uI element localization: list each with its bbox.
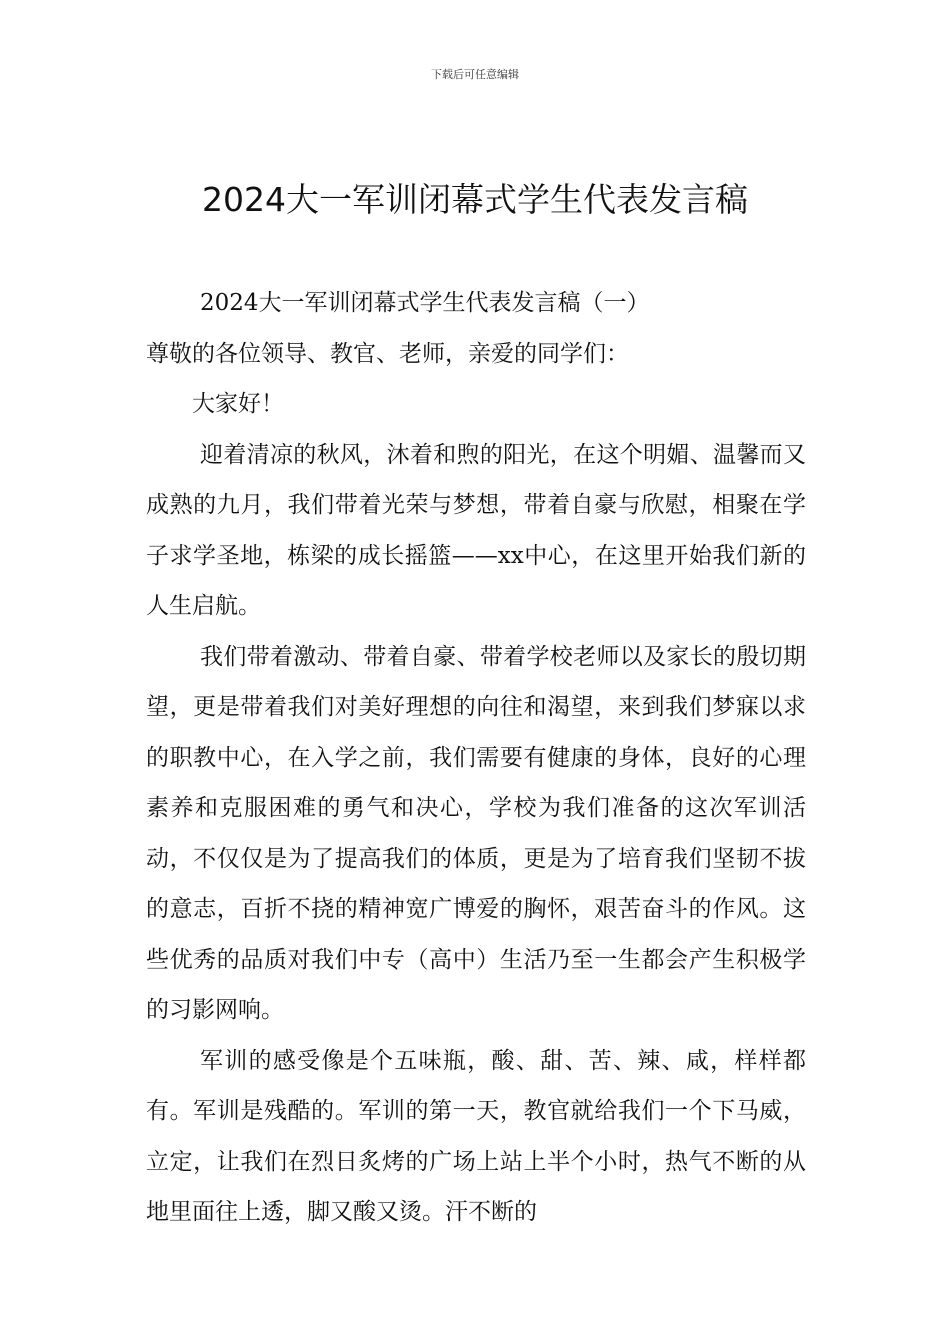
greeting: 大家好！ <box>192 391 284 417</box>
section-heading: 2024大一军训闭幕式学生代表发言稿（一） <box>200 290 650 316</box>
salutation: 尊敬的各位领导、教官、老师，亲爱的同学们： <box>146 340 629 367</box>
body-paragraph: 军训的感受像是个五味瓶，酸、甜、苦、辣、咸，样样都有。军训是残酷的。军训的第一天，教官就给我们一个下马威，立定，让我们在烈日炙烤的广场上站上半个小时，热气不断的从地里面往上透，脚又酸又烫。汗不断的 <box>146 1047 806 1225</box>
body-paragraph: 我们带着激动、带着自豪、带着学校老师以及家长的殷切期望，更是带着我们对美好理想的向往和渴望，来到我们梦寐以求的职教中心，在入学之前，我们需要有健康的身体，良好的心理素养和克服困难的勇气和决心，学校为我们准备的这次军训活动，不仅仅是为了提高我们的体质，更是为了培育我们坚韧不拔的意志，百折不挠的精神宽广博爱的胸怀，艰苦奋斗的作风。这些优秀的品质对我们中专（高中）生活乃至一生都会产生积极学的习影网响。 <box>146 643 806 1023</box>
document-body <box>146 278 806 1238</box>
document-title: 2024大一军训闭幕式学生代表发言稿 <box>202 180 748 219</box>
header-note: 下载后可任意编辑 <box>431 68 519 81</box>
body-paragraph: 迎着清凉的秋风，沐着和煦的阳光，在这个明媚、温馨而又成熟的九月，我们带着光荣与梦想，带着自豪与欣慰，相聚在学子求学圣地，栋梁的成长摇篮——xx中心，在这里开始我们新的人生启航。 <box>146 441 806 619</box>
